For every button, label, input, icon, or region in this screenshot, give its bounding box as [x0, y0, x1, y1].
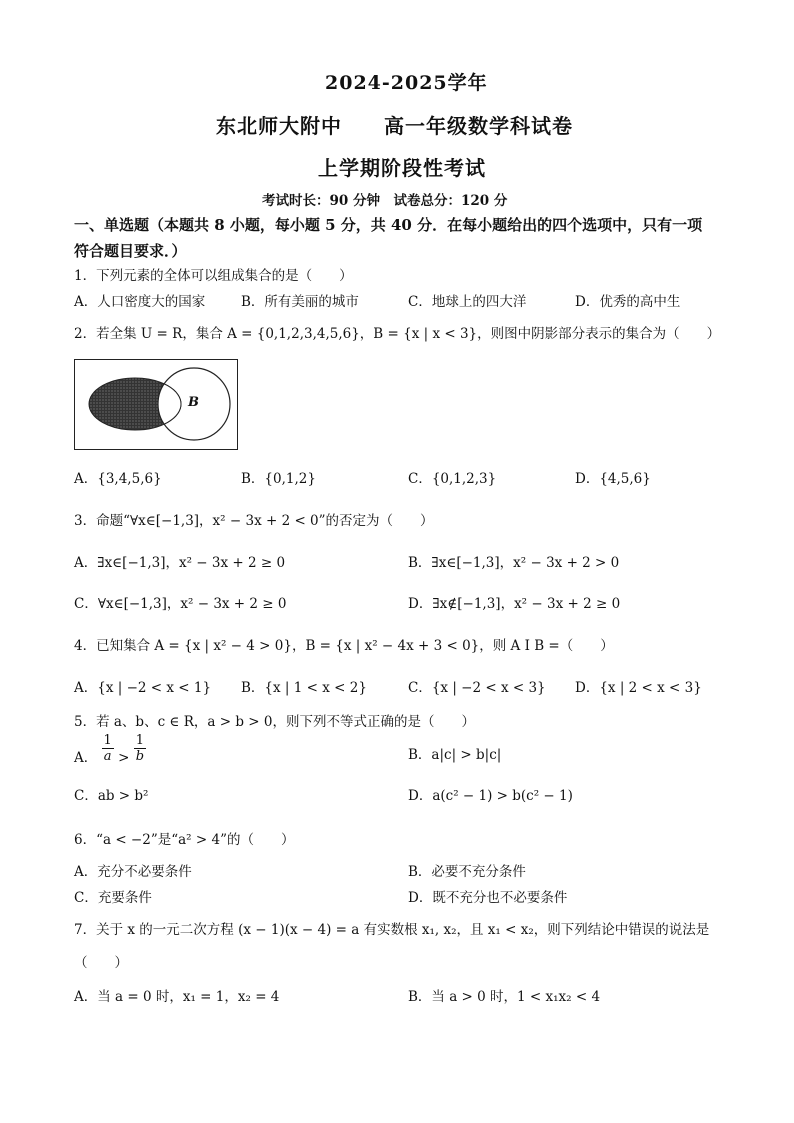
q6-option-a: A．充分不必要条件: [74, 864, 192, 880]
q5-option-d: D．a(c² − 1) > b(c² − 1): [408, 788, 573, 804]
q3-option-d: D．∃x∉[−1,3]，x² − 3x + 2 ≥ 0: [408, 596, 621, 612]
q4-option-d: D．{x | 2 < x < 3}: [575, 680, 702, 696]
q4-option-c: C．{x | −2 < x < 3}: [408, 680, 546, 696]
q3-option-a: A．∃x∈[−1,3]，x² − 3x + 2 ≥ 0: [74, 555, 286, 571]
q2-option-c: C．{0,1,2,3}: [408, 471, 497, 487]
q2-option-d: D．{4,5,6}: [575, 471, 651, 487]
fraction-numerator: 1: [103, 733, 112, 748]
q3-option-c: C．∀x∈[−1,3]，x² − 3x + 2 ≥ 0: [74, 596, 287, 612]
q3-option-b: B．∃x∈[−1,3]，x² − 3x + 2 > 0: [408, 555, 620, 571]
venn-diagram: [74, 359, 238, 450]
q6-option-d: D．既不充分也不必要条件: [408, 890, 568, 906]
q4-option-a: A．{x | −2 < x < 1}: [74, 680, 212, 696]
fraction-numerator: 1: [135, 733, 145, 748]
q7-option-a: A．当 a = 0 时，x₁ = 1，x₂ = 4: [74, 989, 280, 1005]
question-1-stem: 1．下列元素的全体可以组成集合的是（ ）: [74, 268, 353, 284]
q6-option-c: C．充要条件: [74, 890, 152, 906]
q6-option-b: B．必要不充分条件: [408, 864, 526, 880]
question-2-stem: 2．若全集 U = R，集合 A = {0,1,2,3,4,5,6}，B = {x | x < 3}，则图中阴影部分表示的集合为（ ）: [74, 326, 721, 342]
q1-option-a: A．人口密度大的国家: [74, 294, 206, 310]
q4-option-b: B．{x | 1 < x < 2}: [241, 680, 367, 696]
q5-option-b: B．a|c| > b|c|: [408, 747, 502, 763]
q2-option-b: B．{0,1,2}: [241, 471, 316, 487]
greater-than-sign: >: [118, 750, 130, 766]
q5-option-a-prefix: A．: [74, 750, 98, 766]
question-6-stem: 6．“a < −2”是“a² > 4”的（ ）: [74, 832, 295, 848]
fraction-denominator: a: [103, 749, 112, 764]
exam-duration-score: 考试时长：90 分钟 试卷总分：120 分: [262, 193, 508, 209]
q5-option-a: [74, 733, 146, 773]
fraction-denominator: b: [135, 749, 145, 764]
question-7-stem: 7．关于 x 的一元二次方程 (x − 1)(x − 4) = a 有实数根 x₁, x₂，且 x₁ < x₂，则下列结论中错误的说法是: [74, 922, 710, 938]
fraction-1-over-a: [102, 733, 114, 764]
question-5-stem: 5．若 a、b、c ∈ R，a > b > 0，则下列不等式正确的是（ ）: [74, 714, 475, 730]
q5-option-c: C．ab > b²: [74, 788, 149, 804]
question-3-stem: 3．命题“∀x∈[−1,3]，x² − 3x + 2 < 0”的否定为（ ）: [74, 513, 434, 529]
q1-option-b: B．所有美丽的城市: [241, 294, 359, 310]
exam-stage: 上学期阶段性考试: [318, 156, 486, 180]
question-7-stem-cont: （ ）: [74, 955, 128, 971]
school-name: 东北师大附中: [216, 114, 342, 138]
exam-name: 高一年级数学科试卷: [384, 114, 573, 138]
venn-diagram-svg: [75, 360, 237, 449]
q1-option-c: C．地球上的四大洋: [408, 294, 527, 310]
q1-option-d: D．优秀的高中生: [575, 294, 681, 310]
question-4-stem: 4．已知集合 A = {x | x² − 4 > 0}，B = {x | x² − 4x + 3 < 0}，则 A I B =（ ）: [74, 638, 614, 654]
fraction-1-over-b: [134, 733, 146, 764]
section-heading-cont: 符合题目要求．）: [74, 242, 187, 260]
section-heading: 一、单选题（本题共 8 小题，每小题 5 分，共 40 分．在每小题给出的四个选项中，只有一项: [74, 216, 703, 234]
venn-label-b: B: [188, 395, 199, 410]
q7-option-b: B．当 a > 0 时，1 < x₁x₂ < 4: [408, 989, 601, 1005]
exam-year: 2024-2025学年: [325, 72, 488, 94]
q2-option-a: A．{3,4,5,6}: [74, 471, 162, 487]
